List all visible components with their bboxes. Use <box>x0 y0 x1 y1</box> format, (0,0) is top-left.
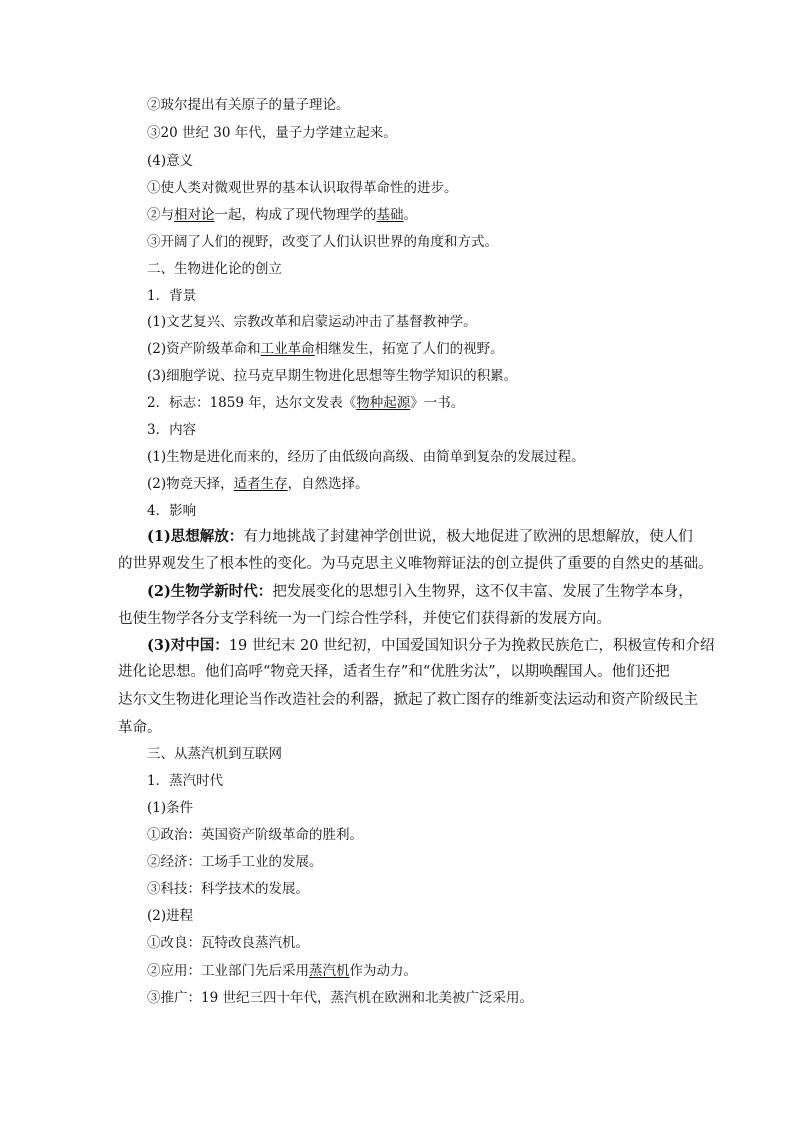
background-item-2 <box>147 340 504 358</box>
section-heading-steam-to-internet: 三、从蒸汽机到互联网 <box>147 746 282 762</box>
underlined-term: 适者生存 <box>233 476 288 492</box>
text-run: (2)物竞天择， <box>147 476 234 492</box>
text-run: 有力地挑战了封建神学创世说，极大地促进了欧洲的思想解放，使人们 <box>243 529 693 545</box>
text-run: 把发展变化的思想引入生物界，这不仅丰富、发展了生物学本身， <box>272 584 693 600</box>
content-item-1: (1)生物是进化而来的，经历了由低级向高级、由简单到复杂的发展过程。 <box>147 449 585 465</box>
text-run: ，自然选择。 <box>287 476 369 492</box>
impact-1-line-2: 的世界观发生了根本性的变化。为马克思主义唯物辩证法的创立提供了重要的自然史的基础。 <box>118 556 713 572</box>
impact-label: (3)对中国： <box>147 637 229 654</box>
significance-item-1: ①使人类对微观世界的基本认识取得革命性的进步。 <box>147 180 458 196</box>
significance-title: (4)意义 <box>147 153 194 169</box>
process-item-3: ③推广：19 世纪三四十年代，蒸汽机在欧洲和北美被广泛采用。 <box>147 990 533 1006</box>
text-run: 2．标志：1859 年，达尔文发表《 <box>147 395 357 411</box>
landmark-line <box>147 394 464 412</box>
impact-3-line-4: 革命。 <box>118 720 162 736</box>
content-item-2 <box>147 475 369 493</box>
underlined-term: 相对论 <box>174 207 215 223</box>
impact-2-line-1 <box>147 582 693 602</box>
condition-item-1: ①政治：英国资产阶级革命的胜利。 <box>147 827 363 843</box>
significance-item-3: ③开阔了人们的视野，改变了人们认识世界的角度和方式。 <box>147 234 498 250</box>
underlined-term: 基础 <box>376 207 404 223</box>
significance-item-2 <box>147 206 417 224</box>
quantum-item-2: ②玻尔提出有关原子的量子理论。 <box>147 97 350 113</box>
text-run: ②与 <box>147 207 174 223</box>
process-item-2 <box>147 962 417 980</box>
quantum-item-3: ③20 世纪 30 年代，量子力学建立起来。 <box>147 125 397 141</box>
impact-2-line-2: 也使生物学各分支学科统一为一门综合性学科，并使它们获得新的发展方向。 <box>118 611 611 627</box>
background-item-1: (1)文艺复兴、宗教改革和启蒙运动冲击了基督教神学。 <box>147 314 477 330</box>
text-run: 一起，构成了现代物理学的 <box>214 207 377 223</box>
text-run: 相继发生，拓宽了人们的视野。 <box>314 341 504 357</box>
steam-era-title: 1．蒸汽时代 <box>147 773 224 789</box>
condition-item-2: ②经济：工场手工业的发展。 <box>147 854 323 870</box>
impact-label: (2)生物学新时代： <box>147 583 273 600</box>
impact-3-line-2: 进化论思想。他们高呼“物竞天择，适者生存”和“优胜劣汰”，以期唤醒国人。他们还把 <box>118 664 670 680</box>
text-run: 》一书。 <box>410 395 465 411</box>
text-run: 作为动力。 <box>349 963 417 979</box>
underlined-term: 蒸汽机 <box>309 963 350 979</box>
text-run: 19 世纪末 20 世纪初，中国爱国知识分子为挽救民族危亡，积极宣传和介绍 <box>228 638 715 654</box>
process-title: (2)进程 <box>147 908 194 924</box>
impact-3-line-3: 达尔文生物进化理论当作改造社会的利器，掀起了救亡图存的维新变法运动和资产阶级民主 <box>118 692 698 708</box>
content-title: 3．内容 <box>147 422 197 438</box>
impact-1-line-1 <box>147 527 693 547</box>
background-title: 1．背景 <box>147 288 197 304</box>
text-run: (2)资产阶级革命和 <box>147 341 261 357</box>
underlined-term: 物种起源 <box>356 395 411 411</box>
conditions-title: (1)条件 <box>147 800 194 816</box>
impact-label: (1)思想解放： <box>147 528 244 545</box>
text-run: ②应用：工业部门先后采用 <box>147 963 309 979</box>
text-run: 。 <box>403 207 417 223</box>
background-item-3: (3)细胞学说、拉马克早期生物进化思想等生物学知识的积累。 <box>147 368 518 384</box>
underlined-term: 工业革命 <box>260 341 315 357</box>
process-item-1: ①改良：瓦特改良蒸汽机。 <box>147 935 309 951</box>
impact-3-line-1 <box>147 636 715 656</box>
condition-item-3: ③科技：科学技术的发展。 <box>147 881 309 897</box>
section-heading-evolution: 二、生物进化论的创立 <box>147 261 282 277</box>
impact-title: 4．影响 <box>147 503 197 519</box>
